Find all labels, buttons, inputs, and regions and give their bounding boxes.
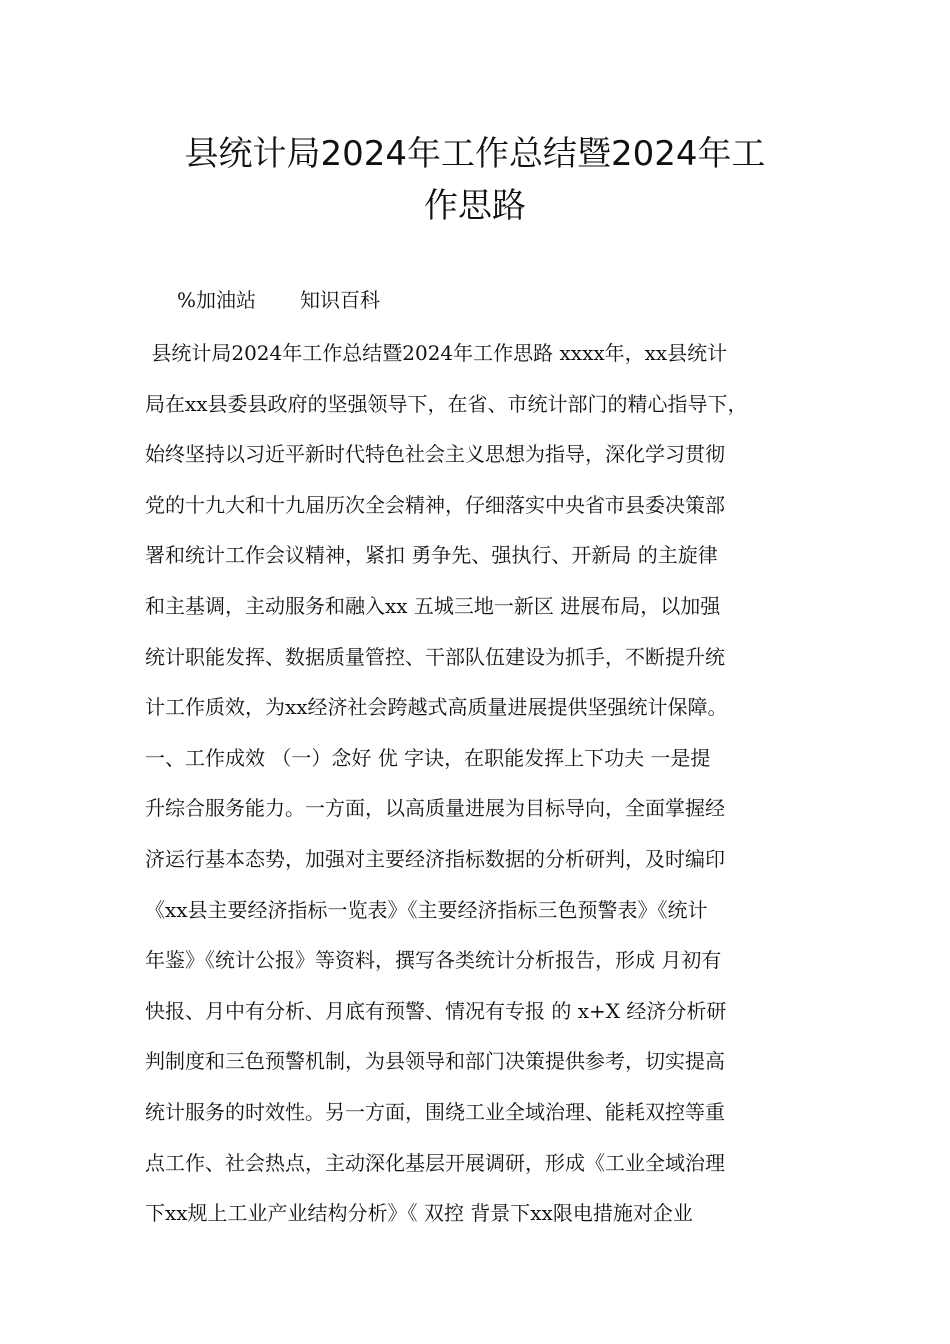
body-line: 统计服务的时效性。另一方面，围绕工业全域治理、能耗双控等重 (145, 1099, 725, 1124)
source-label: %加油站 (177, 288, 257, 312)
body-line: 《xx县主要经济指标一览表》《主要经济指标三色预警表》《统计 (145, 897, 708, 922)
body-line: 署和统计工作会议精神，紧扣 勇争先、强执行、开新局 的主旋律 (145, 543, 718, 568)
body-line: 升综合服务能力。一方面，以高质量进展为目标导向，全面掌握经 (145, 796, 725, 821)
body-line: 判制度和三色预警机制，为县领导和部门决策提供参考，切实提高 (145, 1049, 725, 1074)
document-meta (177, 284, 380, 316)
body-line: 局在xx县委县政府的坚强领导下，在省、市统计部门的精心指导下， (145, 391, 748, 416)
body-line: 计工作质效，为xx经济社会跨越式高质量进展提供坚强统计保障。 (145, 695, 728, 720)
body-line: 下xx规上工业产业结构分析》《 双控 背景下xx限电措施对企业 (145, 1201, 693, 1226)
body-line: 一、工作成效 （一）念好 优 字诀，在职能发挥上下功夫 一是提 (145, 745, 711, 770)
body-line: 党的十九大和十九届历次全会精神，仔细落实中央省市县委决策部 (145, 492, 725, 517)
body-line: 年鉴》《统计公报》等资料，撰写各类统计分析报告，形成 月初有 (145, 948, 722, 973)
body-line: 和主基调，主动服务和融入xx 五城三地一新区 进展布局，以加强 (145, 593, 721, 618)
title-line-2: 作思路 (424, 186, 526, 226)
body-line: 县统计局2024年工作总结暨2024年工作思路 xxxx年，xx县统计 (145, 341, 728, 365)
body-line: 统计职能发挥、数据质量管控、干部队伍建设为抓手，不断提升统 (145, 644, 725, 669)
document-body (145, 334, 825, 1245)
body-line: 济运行基本态势，加强对主要经济指标数据的分析研判，及时编印 (145, 846, 725, 871)
body-line: 点工作、社会热点，主动深化基层开展调研，形成《工业全域治理 (145, 1150, 725, 1175)
body-line: 快报、月中有分析、月底有预警、情况有专报 的 x+X 经济分析研 (145, 998, 727, 1023)
title-line-1: 县统计局2024年工作总结暨2024年工 (184, 134, 766, 174)
body-line: 始终坚持以习近平新时代特色社会主义思想为指导，深化学习贯彻 (145, 442, 725, 467)
category-label: 知识百科 (300, 288, 381, 312)
document-title (100, 128, 850, 232)
